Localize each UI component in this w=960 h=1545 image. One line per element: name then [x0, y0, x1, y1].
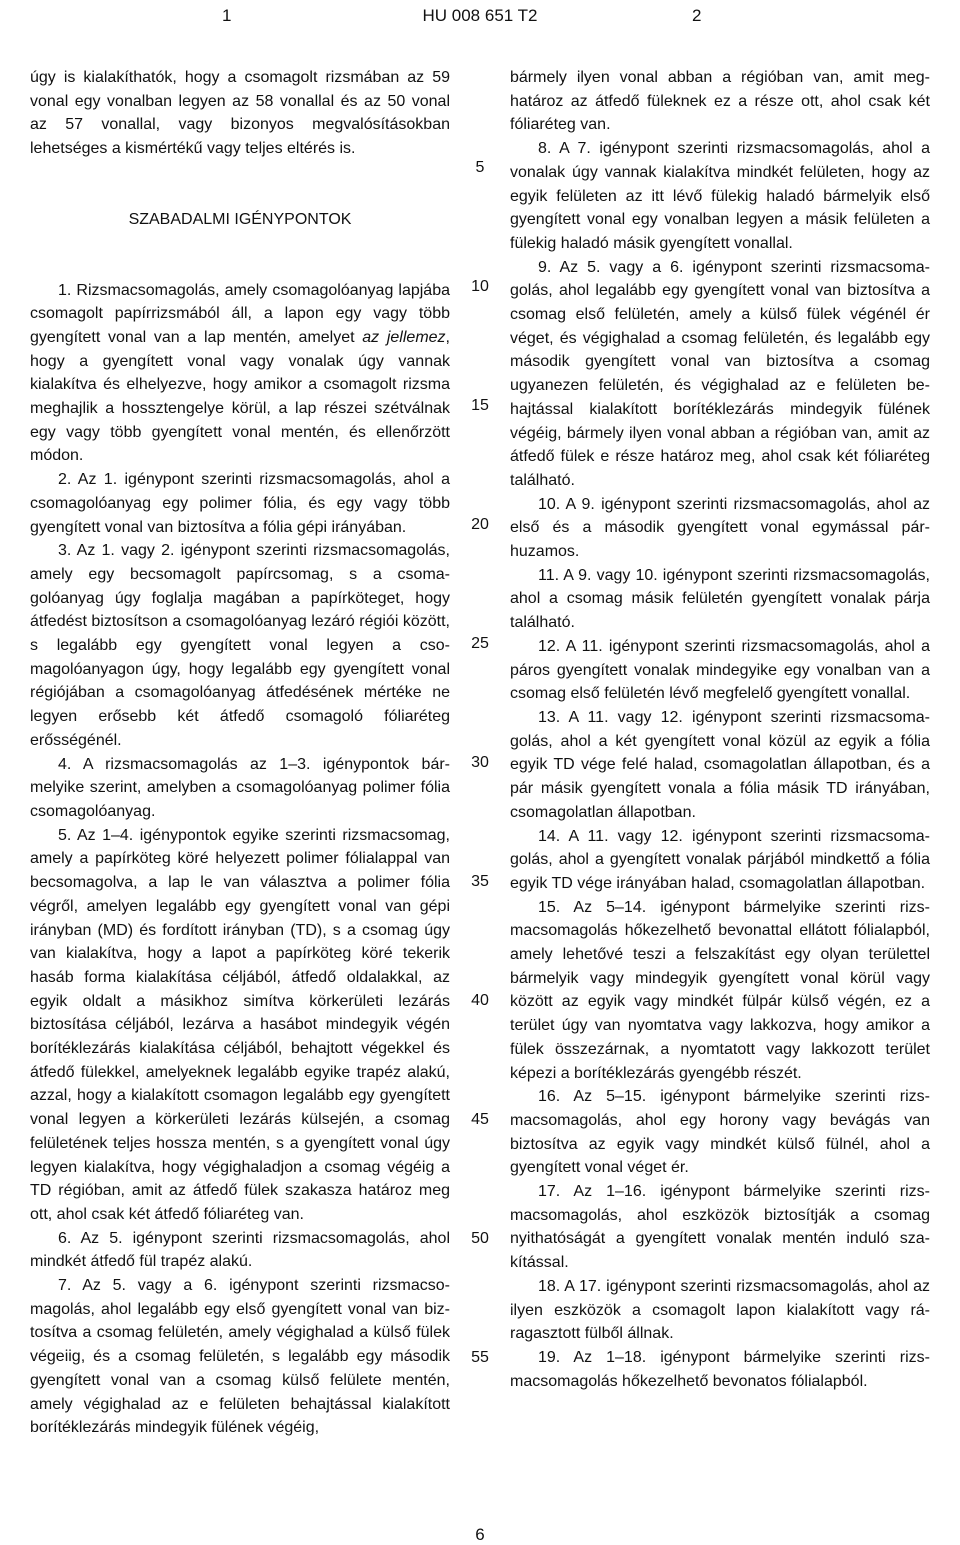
line-number: 30	[471, 754, 489, 771]
paragraph-continuation: bármely ilyen vonal abban a régióban van, amit meghatároz az átfedő füleknek ez a része ott, ahol csak két fóliaréteg van.	[510, 69, 930, 134]
claim-14: 14. A 11. vagy 12. igénypont szerinti rizsmacsomagolás, ahol a gyengített vonalak párjából mindkettő a fólia egyik TD vége irányában halad, csomagolatlan állapotban.	[510, 827, 930, 892]
line-number: 10	[471, 278, 489, 295]
line-number: 25	[471, 635, 489, 652]
section-heading: SZABADALMI IGÉNYPONTOK	[128, 210, 352, 228]
claim-6: 6. Az 5. igénypont szerinti rizsmacsomagolás, ahol mindkét átfedő fül trapéz alakú.	[30, 1229, 450, 1271]
claim-13: 13. A 11. vagy 12. igénypont szerinti rizsmacsomagolás, ahol a két gyengített vonal közül az egyik a fólia egyik TD vége felé halad, csomagolatlan állapotban, és a pár másik gyengített vonala a fólia másik TD irányában, csomagolatlan állapotban.	[510, 708, 930, 821]
claim-19: 19. Az 1–18. igénypont bármelyike szerinti rizsmacsomagolás hőkezelhető bevonatos fólialapból.	[510, 1348, 930, 1390]
paragraph-continuation: úgy is kialakíthatók, hogy a csomagolt rizsmában az 59 vonal egy vonalban legyen az 58 vonallal és az 50 vonal az 57 vonallal, vagy bizonyos megvalósításokban lehetséges a kismértékű vagy teljes eltérés is.	[30, 69, 450, 158]
claim-12: 12. A 11. igénypont szerinti rizsmacsomagolás, ahol a páros gyengített vonalak mindegyike egy vonalban van a csomag első felületén lévő megfelelő gyengített vonallal.	[510, 637, 930, 703]
page-number: 6	[475, 1525, 485, 1544]
line-number: 40	[471, 992, 489, 1009]
claim-10: 10. A 9. igénypont szerinti rizsmacsomagolás, ahol az első és a második gyengített vonal egymással párhuzamos.	[510, 495, 930, 561]
line-number: 5	[475, 159, 485, 176]
claim-11: 11. A 9. vagy 10. igénypont szerinti rizsmacsomagolás, ahol a csomag másik felületén gyengített vonalak párja található.	[510, 566, 930, 632]
line-number: 15	[471, 397, 489, 414]
claim-9: 9. Az 5. vagy a 6. igénypont szerinti rizsmacsomagolás, ahol legalább egy gyengített vonal van biztosítva a csomag első felületén, amely a külső fülek végénél ér véget, és végighalad a csomag felületén, és legalább egy második gyengített vonal van biztosítva a csomag ugyanezen felületén, és végighalad az e felületen behajtással kialakított borítéklezárás mindegyik fülének végéig, bármely ilyen vonal abban a régióban van, amit az átfedő fülek e része határoz meg, ahol csak két fóliaréteg található.	[510, 258, 930, 489]
header-doc-id: HU 008 651 T2	[422, 6, 538, 25]
claim-3: 3. Az 1. vagy 2. igénypont szerinti rizsmacsomagolás, amely egy becsomagolt papírcsomag, s a csomagolóanyag úgy foglalja magában a papírköteget, hogy átfedést biztosítson a csomagolóanyag lezáró régiói között, s legalább egy gyengített vonal legyen a csomagolóanyagon úgy, hogy legalább egy gyengített vonal régiójában a csomagolóanyag átfedésének mértéke ne legyen erősebb két átfedő csomagoló fóliaréteg erősségénél.	[30, 542, 450, 749]
claim-18: 18. A 17. igénypont szerinti rizsmacsomagolás, ahol az ilyen eszközök a csomagolt lapon kialakított vagy ráragasztott fülből állnak.	[510, 1277, 930, 1343]
claim-15: 15. Az 5–14. igénypont bármelyike szerinti rizsmacsomagolás hőkezelhető bevonattal ellátott fólialapból, amely lehetővé teszi a felszakítást egy olyan területtel bármelyik vagy mindegyik gyengített vonal körül vagy között az egyik vagy mindkét fülpár külső végén, ez a terület úgy van nyomtatva vagy lakkozva, hogy amikor a fülek összezárnak, a nyomtatott vagy lakkozott terület képezi a borítéklezárás gyengébb részét.	[510, 898, 930, 1082]
claim-16: 16. Az 5–15. igénypont bármelyike szerinti rizsmacsomagolás, ahol egy horony vagy bevágás van biztosítva az egyik vagy mindkét külső fülnél, ahol a gyengített vonal véget ér.	[510, 1088, 930, 1177]
claim-4: 4. A rizsmacsomagolás az 1–3. igénypontok bármelyike szerint, amelyben a csomagolóanyag polimer fólia csomagolóanyag.	[30, 755, 450, 820]
line-number: 45	[471, 1111, 489, 1128]
claim-17: 17. Az 1–16. igénypont bármelyike szerinti rizsmacsomagolás, ahol eszközök biztosítják a csomag nyithatóságát a gyengített vonalak mentén induló szakítással.	[510, 1183, 930, 1272]
right-column	[510, 66, 930, 1393]
left-column	[30, 66, 450, 1440]
line-number: 20	[471, 516, 489, 533]
emphasis-text: az jellemez	[362, 328, 446, 346]
header-page-right: 2	[692, 6, 702, 25]
line-number: 35	[471, 873, 489, 890]
header-page-left: 1	[222, 6, 232, 25]
line-number: 50	[471, 1230, 489, 1247]
claim-2: 2. Az 1. igénypont szerinti rizsmacsomagolás, ahol a csomagolóanyag egy polimer fólia, és egy vagy több gyengített vonal van biztosítva a fólia gépi irányában.	[30, 471, 450, 536]
claim-7: 7. Az 5. vagy a 6. igénypont szerinti rizsmacsomagolás, ahol legalább egy első gyengített vonal van biztosítva a csomag felületén, amely végighalad a külső fülek végeiig, és a csomag felületén, s legalább egy második gyengített vonal van a csomag külső felülete mentén, amely végighalad az e felületen behajtással kialakított borítéklezárás mindegyik fülének végéig,	[30, 1277, 450, 1437]
claim-1: 1. Rizsmacsomagolás, amely csomagolóanyag lapjába csomagolt papírrizsmából áll, a lapon egy vagy több gyengített vonal van a lap mentén, amelyet az jellemez, hogy a gyengített vonal vagy vonalak úgy vannak kialakítva és elhelyezve, hogy amikor a csomagolt rizsma meghajlik a hossztengelye körül, a lap részei szétválnak egy vagy több gyengített vonal mentén, és ellenőrzött módon.	[30, 281, 450, 465]
claim-8: 8. A 7. igénypont szerinti rizsmacsomagolás, ahol a vonalak úgy vannak kialakítva mindkét felületen, hogy az egyik felületen az itt lévő fülekig haladó bármelyik első gyengített vonal egy vonalban legyen a másik felületen a fülekig haladó másik gyengített vonallal.	[510, 140, 930, 252]
claim-5: 5. Az 1–4. igénypontok egyike szerinti rizsmacsomag, amely a papírköteg köré helyezett polimer fólialappal van becsomagolva, a lap le van választva a polimer fólia végről, amelyen legalább egy gyengített vonal van gépi irányban (MD) és fordított irányban (TD), s a csomag úgy van kialakítva, hogy a lapot a papírköteg köré tekerik hasáb forma kialakítása céljából, átfedő oldalakkal, az egyik oldalt a másikhoz simítva körkerületi lezárás biztosítása céljából, lezárva a hasábot mindegyik végén borítéklezárás kialakítása céljából, behajtott végekkel és átfedő fülekkel, amelyeknek legalább egyike trapéz alakú, azzal, hogy a kialakított csomagon legalább egy gyengített vonal legyen a körkerületi lezárás külsején, a csomag felületének teljes hossza mentén, s a gyengített vonal úgy legyen kialakítva, hogy végighaladjon a csomag végéig a TD régióban, amit az átfedő fülek szakasza határoz meg ott, ahol csak két átfedő fóliaréteg van.	[30, 826, 450, 1223]
line-number: 55	[471, 1349, 489, 1366]
